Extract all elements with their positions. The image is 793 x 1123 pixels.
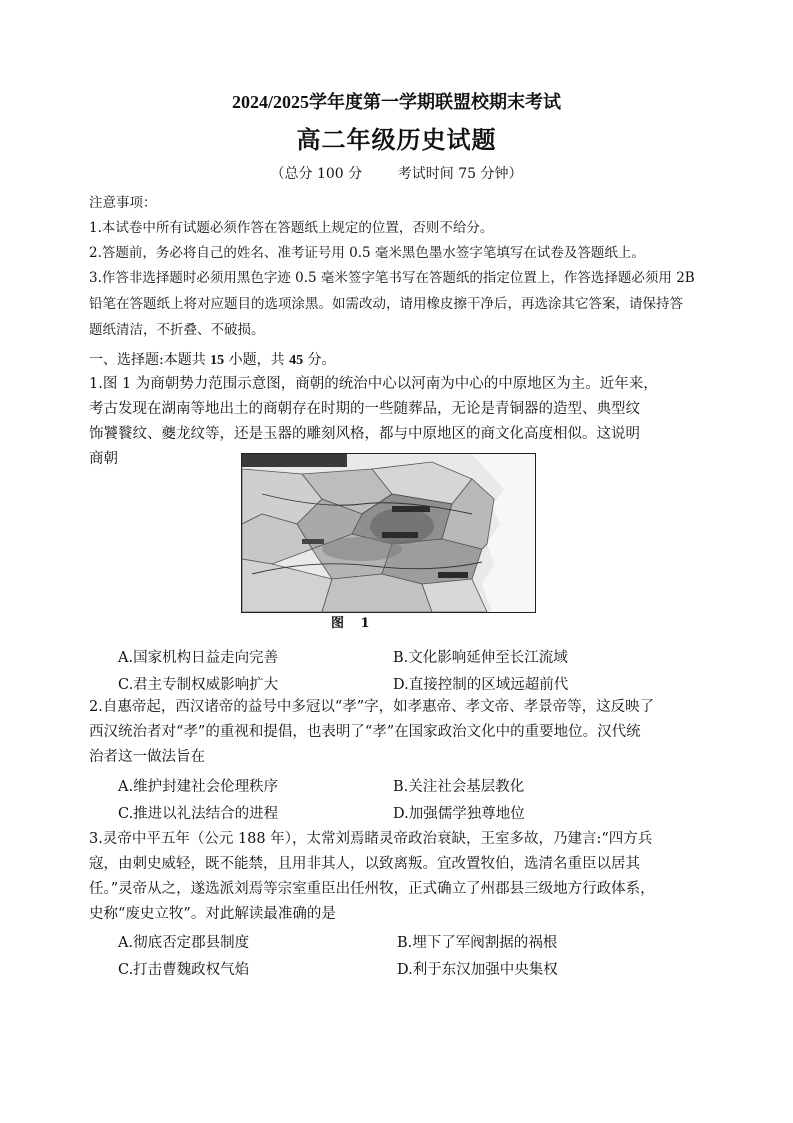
note-item: 题纸清洁，不折叠、不破损。	[89, 322, 265, 338]
q1-option-d[interactable]: D.直接控制的区域远超前代	[393, 677, 569, 693]
q3-option-b[interactable]: B.埋下了军阀割据的祸根	[397, 935, 558, 951]
q2-option-a[interactable]: A.维护封建社会伦理秩序	[118, 779, 279, 795]
question-1-stem: 1.图 1 为商朝势力范围示意图，商朝的统治中心以河南为中心的中原地区为主。近年来， 考古发现在湖南等地出土的商朝存在时期的一些随葬品，无论是青铜器的造型、典型纹 饰饕餮纹、夔龙纹等，还是玉器的雕刻风格，都与中原地区的商文化高度相似。这说明 商朝	[89, 376, 658, 467]
q1-option-b[interactable]: B.文化影响延伸至长江流域	[393, 650, 568, 666]
total-score: （总分 100 分	[270, 166, 363, 182]
q2-option-c[interactable]: C.推进以礼法结合的进程	[118, 806, 279, 822]
q2-option-b[interactable]: B.关注社会基层教化	[393, 779, 525, 795]
notes-heading: 注意事项：	[89, 195, 157, 211]
note-item: 3.作答非选择题时必须用黑色字迹 0.5 毫米签字笔书写在答题纸的指定位置上，作答选择题必须用 2B	[89, 270, 695, 286]
note-item: 1.本试卷中所有试题必须作答在答题纸上规定的位置，否则不给分。	[89, 220, 494, 236]
q3-option-a[interactable]: A.彻底否定郡县制度	[118, 935, 250, 951]
q3-option-c[interactable]: C.打击曹魏政权气焰	[118, 962, 250, 978]
q3-option-d[interactable]: D.利于东汉加强中央集权	[397, 962, 558, 978]
note-item: 铅笔在答题纸上将对应题目的选项涂黑。如需改动，请用橡皮擦干净后，再选涂其它答案，请保持答	[89, 296, 683, 312]
q2-option-d[interactable]: D.加强儒学独尊地位	[393, 806, 525, 822]
q1-option-c[interactable]: C.君主专制权威影响扩大	[118, 677, 279, 693]
question-2-stem: 2.自惠帝起，西汉诸帝的益号中多冠以“孝”字，如孝惠帝、孝文帝、孝景帝等，这反映了 西汉统治者对“孝”的重视和提倡，也表明了“孝”在国家政治文化中的重要地位。汉代统 治者这一做法旨在	[89, 699, 655, 765]
q1-option-a[interactable]: A.国家机构日益走向完善	[118, 650, 279, 666]
exam-time: 考试时间 75 分钟）	[397, 166, 523, 182]
exam-title: 2024/2025学年度第一学期联盟校期末考试	[232, 92, 561, 112]
shang-territory-map	[241, 453, 536, 613]
figure-caption: 图 1	[331, 616, 376, 631]
note-item: 2.答题前，务必将自己的姓名、准考证号用 0.5 毫米黑色墨水签字笔填写在试卷及答题纸上。	[89, 245, 645, 261]
paper-title: 高二年级历史试题	[296, 126, 497, 154]
section-heading: 一、选择题:本题共 15 小题，共 45 分。	[89, 352, 336, 368]
question-3-stem: 3.灵帝中平五年（公元 188 年），太常刘焉睹灵帝政治衰缺，王室多故，乃建言:“四方兵 寇，由刺史威轻，既不能禁，且用非其人，以致离叛。宜改置牧伯，选清名重臣以居其 任。”灵帝从之，遂选派刘焉等宗室重臣出任州牧，正式确立了州郡县三级地方行政体系， 史称“废史立牧”。对此解读最准确的是	[89, 831, 655, 922]
exam-info	[0, 163, 793, 183]
